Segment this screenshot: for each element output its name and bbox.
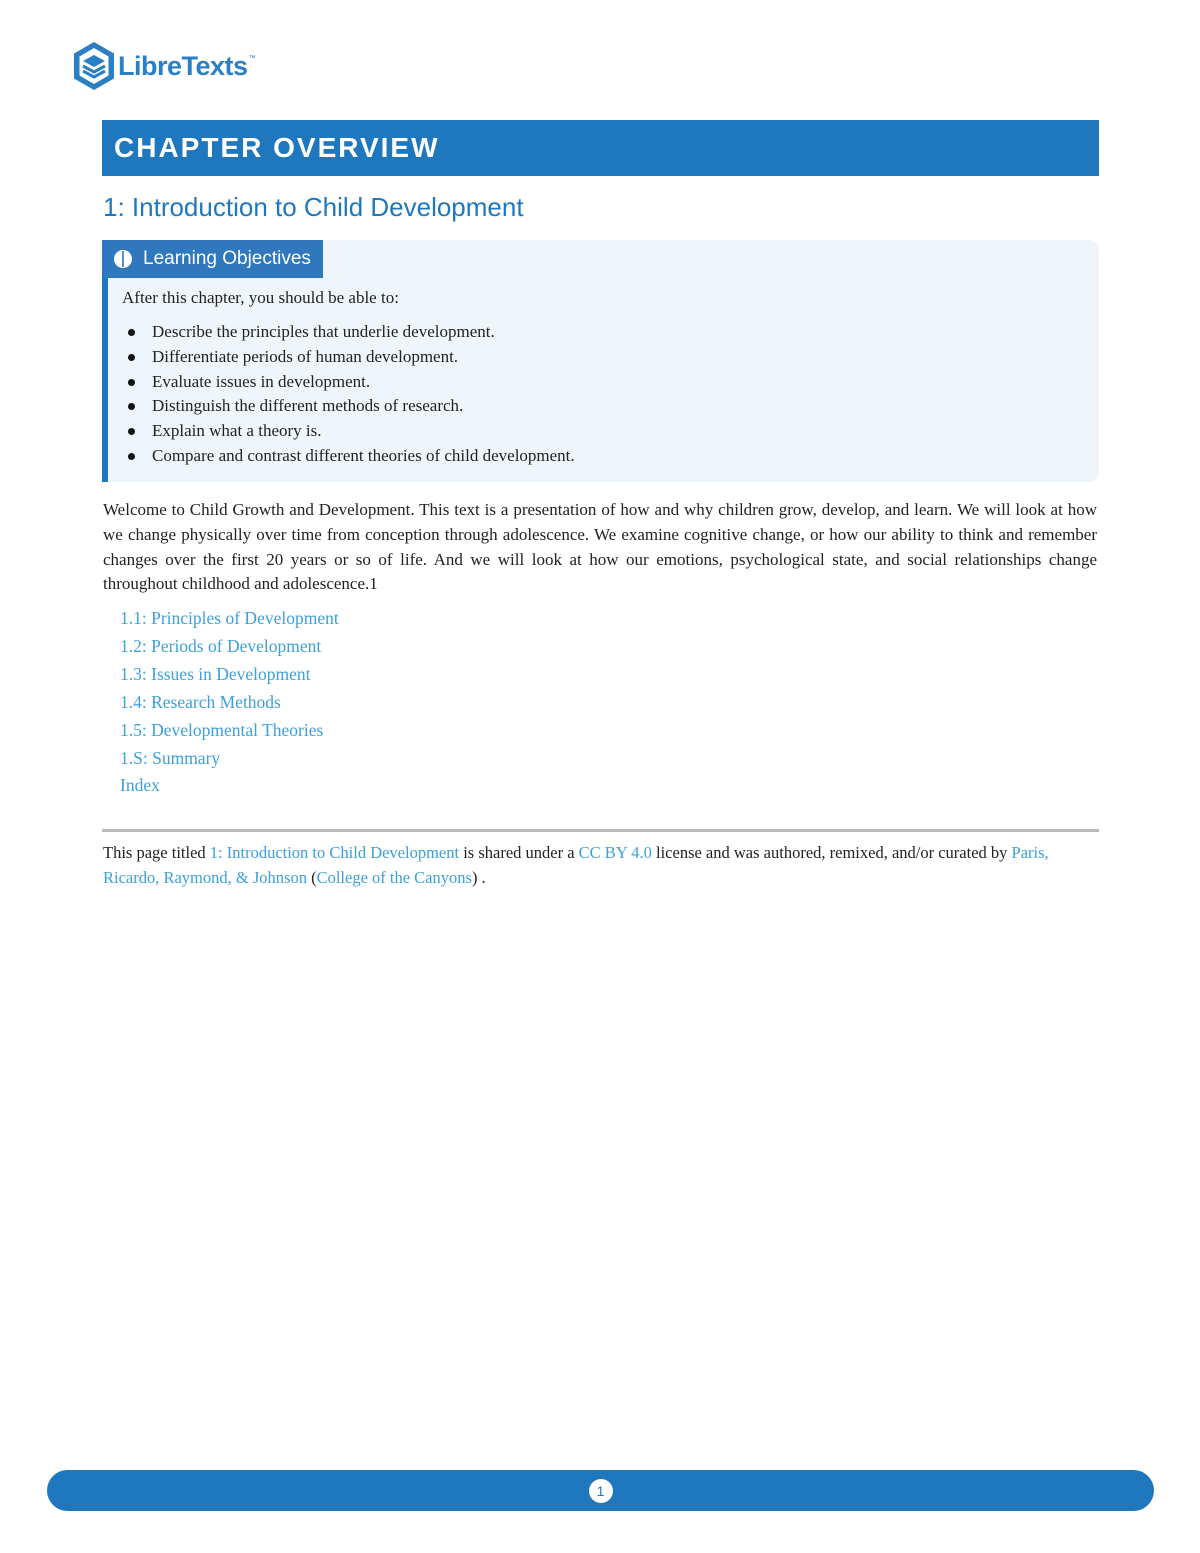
toc-link-issues[interactable]: 1.3: Issues in Development <box>120 663 311 684</box>
objective-text: Explain what a theory is. <box>152 421 322 441</box>
license-prefix: This page titled <box>103 843 210 862</box>
authors-link[interactable]: Paris, Ricardo, Raymond, & Johnson <box>103 843 1049 887</box>
libretexts-logo[interactable] <box>72 40 256 92</box>
bullet-icon <box>128 379 135 386</box>
objective-text: Differentiate periods of human development. <box>152 346 459 366</box>
learning-objectives-tab <box>102 240 323 278</box>
bullet-icon <box>128 354 135 361</box>
license-text: license and was authored, remixed, and/or curated by <box>651 843 1012 862</box>
list-item <box>122 345 575 370</box>
license-link[interactable]: CC BY 4.0 <box>578 843 652 862</box>
logo-trademark: ™ <box>248 54 256 62</box>
objective-text: Distinguish the different methods of research. <box>152 396 464 416</box>
divider <box>102 829 1099 832</box>
bullet-icon <box>128 453 135 460</box>
list-item <box>122 419 575 444</box>
toc-link-periods[interactable]: 1.2: Periods of Development <box>120 635 322 656</box>
banner-title: CHAPTER OVERVIEW <box>114 132 440 163</box>
toc-link-summary[interactable]: 1.S: Summary <box>120 747 221 768</box>
toc-link-theories[interactable]: 1.5: Developmental Theories <box>120 719 324 740</box>
page-title-link[interactable]: 1: Introduction to Child Development <box>209 843 460 862</box>
bullet-icon <box>128 403 135 410</box>
section-list <box>120 605 339 800</box>
intro-paragraph: Welcome to Child Growth and Development. This text is a presentation of how and why children grow, develop, and learn. We will look at how we change physically over time from conception through adolescence. We examine cognitive change, or how our ability to think and remember changes over the first 20 years or so of life. And we will look at how our emotions, psychological state, and social relationships change throughout childhood and adolescence.1 <box>103 500 1097 594</box>
page-footer <box>47 1470 1154 1511</box>
license-text: ( <box>306 867 317 887</box>
objectives-intro: After this chapter, you should be able to: <box>122 288 399 307</box>
libretexts-logo-icon <box>72 41 116 91</box>
license-text: is shared under a <box>459 843 579 862</box>
page-title: 1: Introduction to Child Development <box>103 192 524 222</box>
license-statement <box>103 841 1097 890</box>
logo-wordmark: LibreTexts <box>118 50 248 81</box>
chapter-overview-banner <box>102 120 1099 176</box>
college-link[interactable]: College of the Canyons <box>316 867 472 887</box>
toc-link-principles[interactable]: 1.1: Principles of Development <box>120 608 339 628</box>
page-number: 1 <box>589 1479 613 1503</box>
toc-link-index[interactable]: Index <box>120 775 160 796</box>
objective-text: Compare and contrast different theories of child development. <box>152 445 575 465</box>
list-item <box>122 394 575 419</box>
bullet-icon <box>128 329 135 336</box>
list-item <box>122 444 575 469</box>
license-suffix: ) . <box>471 867 486 887</box>
objective-text: Describe the principles that underlie development. <box>152 322 495 341</box>
learning-objectives-label: Learning Objectives <box>143 248 311 269</box>
objectives-list <box>122 320 575 469</box>
objective-text: Evaluate issues in development. <box>152 371 371 391</box>
brain-icon <box>113 249 133 269</box>
list-item <box>122 370 575 395</box>
list-item <box>122 320 575 345</box>
bullet-icon <box>128 428 135 435</box>
learning-objectives-box <box>102 240 1099 482</box>
toc-link-research-methods[interactable]: 1.4: Research Methods <box>120 691 281 712</box>
